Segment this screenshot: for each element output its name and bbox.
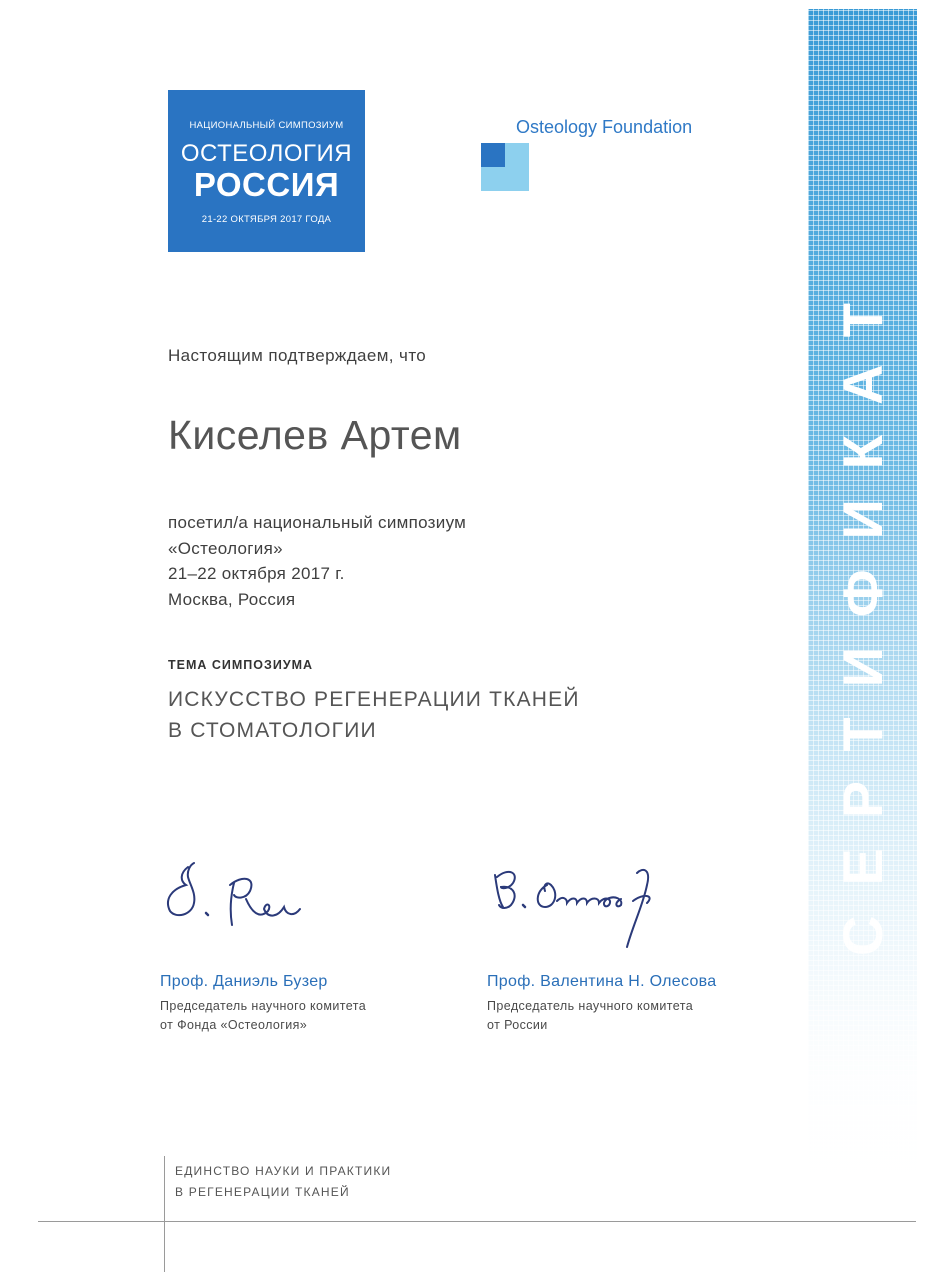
- theme-label: ТЕМА СИМПОЗИУМА: [168, 658, 314, 672]
- footer-line: ЕДИНСТВО НАУКИ И ПРАКТИКИ: [175, 1164, 392, 1178]
- foundation-logo-icon: [481, 143, 529, 191]
- recipient-name: Киселев Артем: [168, 412, 462, 458]
- certificate-title: СЕРТИФИКАТ: [831, 273, 894, 957]
- signatory-block: [160, 855, 366, 1035]
- handwritten-signature: [160, 855, 320, 935]
- footer-line: В РЕГЕНЕРАЦИИ ТКАНЕЙ: [175, 1185, 350, 1199]
- logo-title: ОСТЕОЛОГИЯ: [180, 140, 353, 167]
- handwritten-signature: [487, 855, 687, 955]
- footer-slogan: [175, 1161, 391, 1203]
- signatory-role: от Фонда «Остеология»: [160, 1018, 308, 1032]
- theme-line: ИСКУССТВО РЕГЕНЕРАЦИИ ТКАНЕЙ: [168, 688, 580, 711]
- signatory-name: Проф. Даниэль Бузер: [160, 973, 328, 990]
- logo-dates: 21-22 ОКТЯБРЯ 2017 ГОДА: [201, 214, 332, 225]
- signatory-name: Проф. Валентина Н. Олесова: [487, 973, 717, 990]
- theme-title: [168, 684, 580, 746]
- footer-divider: [38, 1221, 916, 1222]
- foundation-logo-text: Osteology Foundation: [516, 117, 693, 137]
- signatory-block: [487, 855, 716, 1035]
- signatory-role: Председатель научного комитета: [487, 999, 694, 1013]
- logo-country: РОССИЯ: [193, 166, 340, 203]
- signatory-role: от России: [487, 1018, 548, 1032]
- attendance-line: «Остеология»: [168, 538, 283, 558]
- attendance-line: 21–22 октября 2017 г.: [168, 564, 345, 583]
- symposium-logo: [168, 90, 365, 252]
- footer-divider: [164, 1156, 165, 1272]
- theme-line: В СТОМАТОЛОГИИ: [168, 719, 377, 742]
- signatory-role: Председатель научного комитета: [160, 999, 367, 1013]
- confirmation-text: Настоящим подтверждаем, что: [168, 346, 427, 365]
- attendance-line: Москва, Россия: [168, 589, 296, 609]
- logo-subtitle: НАЦИОНАЛЬНЫЙ СИМПОЗИУМ: [189, 120, 344, 131]
- attendance-details: [168, 510, 466, 612]
- attendance-line: посетил/а национальный симпозиум: [168, 513, 467, 532]
